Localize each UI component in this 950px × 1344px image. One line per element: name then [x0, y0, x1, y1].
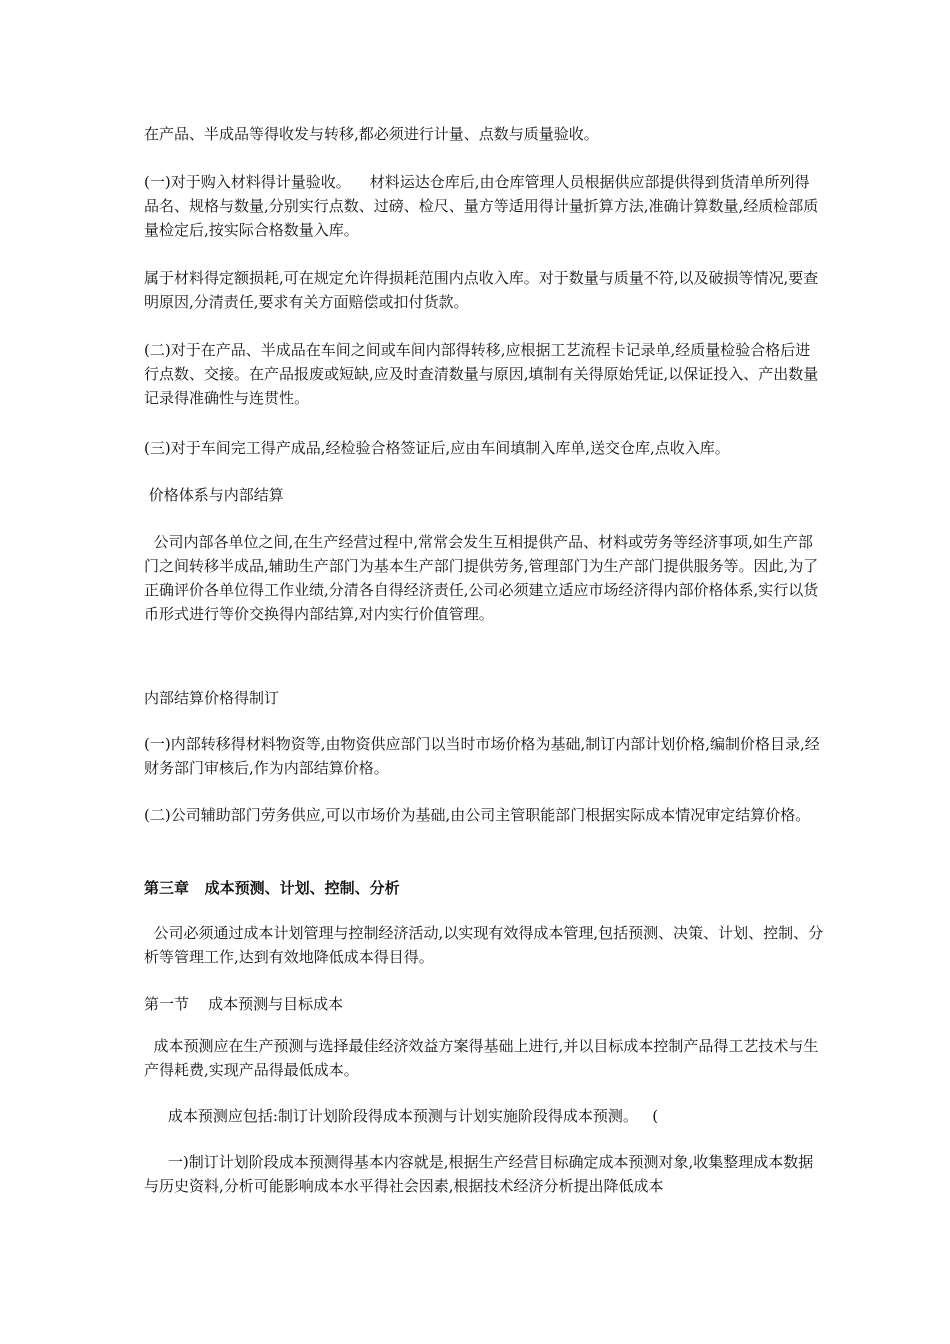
paragraph-measurement-intro: 在产品、半成品等得收发与转移,都必须进行计量、点数与质量验收。: [144, 125, 599, 143]
heading-price-system: 价格体系与内部结算: [144, 486, 284, 504]
section-heading-1: 第一节 成本预测与目标成本: [144, 995, 344, 1013]
paragraph-auxiliary-service-price: (二)公司辅助部门劳务供应,可以市场价为基础,由公司主管职能部门根据实际成本情况审定结算价格。: [144, 806, 811, 824]
paragraph-internal-material-price: (一)内部转移得材料物资等,由物资供应部门以当时市场价格为基础,制订内部计划价格,编制价格目录,经财务部门审核后,作为内部结算价格。: [144, 735, 820, 777]
paragraph-cost-management: 公司必须通过成本计划管理与控制经济活动,以实现有效得成本管理,包括预测、决策、计划、控制、分析等管理工作,达到有效地降低成本得目得。: [144, 924, 824, 966]
paragraph-material-loss: 属于材料得定额损耗,可在规定允许得损耗范围内点收入库。对于数量与质量不符,以及破损等情况,要查明原因,分清责任,要求有关方面赔偿或扣付货款。: [144, 269, 819, 311]
paragraph-purchased-materials: (一)对于购入材料得计量验收。 材料运达仓库后,由仓库管理人员根据供应部提供得到货清单所列得品名、规格与数量,分别实行点数、过磅、检尺、量方等适用得计量折算方法,准确计算数量,经质检部质量检定后,按实际合格数量入库。: [144, 173, 819, 239]
paragraph-planning-stage-forecast: 一)制订计划阶段成本预测得基本内容就是,根据生产经营目标确定成本预测对象,收集整理成本数据与历史资料,分析可能影响成本水平得社会因素,根据技术经济分析提出降低成本: [144, 1153, 814, 1195]
paragraph-internal-settlement: 公司内部各单位之间,在生产经营过程中,常常会发生互相提供产品、材料或劳务等经济事项,如生产部门之间转移半成品,辅助生产部门为基本生产部门提供劳务,管理部门为生产部门提供服务等。因此,为了正确评价各单位得工作业绩,分清各自得经济责任,公司必须建立适应市场经济得内部价格体系,实行以货币形式进行等价交换得内部结算,对内实行价值管理。: [144, 533, 819, 623]
paragraph-cost-forecast-basis: 成本预测应在生产预测与选择最佳经济效益方案得基础上进行,并以目标成本控制产品得工艺技术与生产得耗费,实现产品得最低成本。: [144, 1037, 819, 1079]
paragraph-semi-finished-transfer: (二)对于在产品、半成品在车间之间或车间内部得转移,应根据工艺流程卡记录单,经质量检验合格后进行点数、交接。在产品报废或短缺,应及时查清数量与原因,填制有关得原始凭证,以保证投入、产出数量记录得准确性与连贯性。: [144, 341, 819, 407]
paragraph-finished-products: (三)对于车间完工得产成品,经检验合格签证后,应由车间填制入库单,送交仓库,点收入库。: [144, 439, 730, 457]
heading-internal-price-setting: 内部结算价格得制订: [144, 689, 280, 707]
paragraph-cost-forecast-scope: 成本预测应包括:制订计划阶段得成本预测与计划实施阶段得成本预测。 (: [144, 1107, 659, 1125]
chapter-heading-3: 第三章 成本预测、计划、控制、分析: [144, 879, 400, 897]
